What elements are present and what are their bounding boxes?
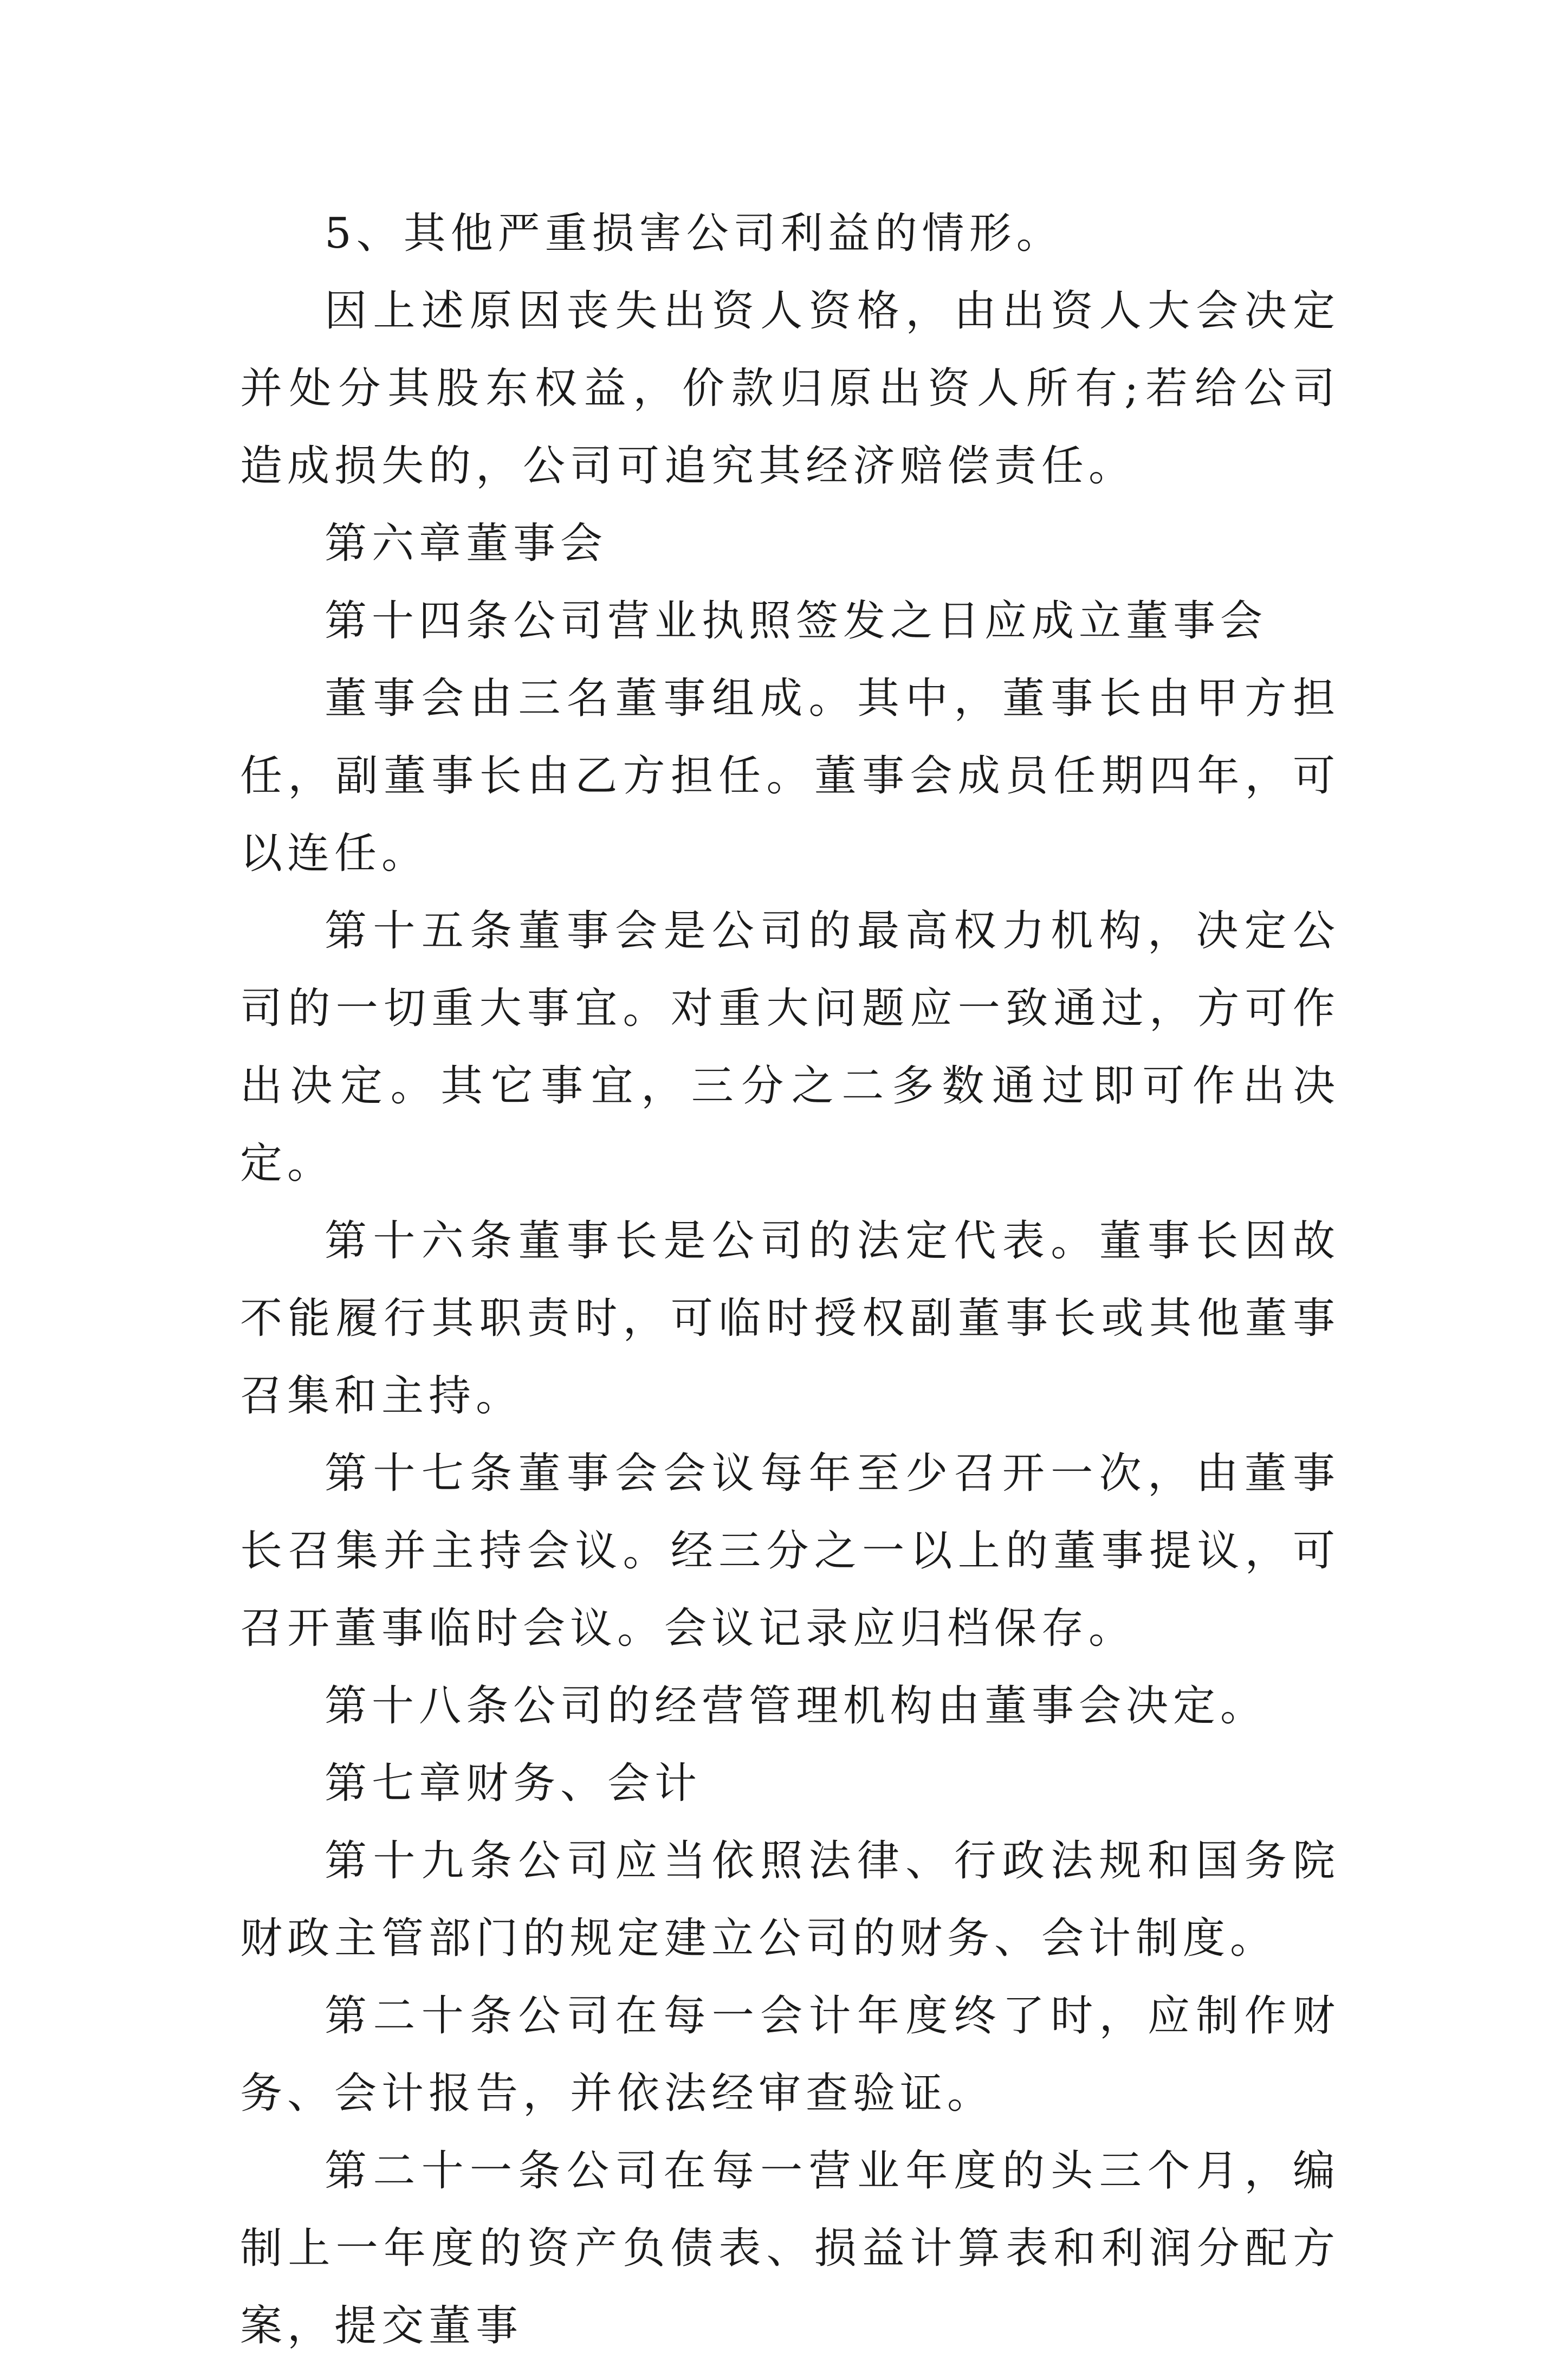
- chapter-heading-6: 第六章董事会: [325, 519, 608, 568]
- article-16: 第十六条董事长是公司的法定代表。董事长因故不能履行其职责时，可临时授权副董事长或其他董事召集和主持。: [240, 1217, 1340, 1420]
- article-17: 第十七条董事会会议每年至少召开一次，由董事长召集并主持会议。经三分之一以上的董事提议，可召开董事临时会议。会议记录应归档保存。: [240, 1449, 1340, 1653]
- document-body: [240, 195, 1340, 2365]
- article-14: 第十四条公司营业执照签发之日应成立董事会: [325, 597, 1268, 645]
- paragraph-item-5: 5、其他严重损害公司利益的情形。: [325, 209, 1064, 258]
- article-15: 第十五条董事会是公司的最高权力机构，决定公司的一切重大事宜。对重大问题应一致通过，方可作出决定。其它事宜，三分之二多数通过即可作出决定。: [240, 907, 1340, 1188]
- chapter-heading-7: 第七章财务、会计: [325, 1759, 702, 1808]
- paragraph-disqualification: 因上述原因丧失出资人资格，由出资人大会决定并处分其股东权益，价款归原出资人所有;若给公司造成损失的，公司可追究其经济赔偿责任。: [240, 287, 1340, 490]
- article-18: 第十八条公司的经营管理机构由董事会决定。: [325, 1682, 1268, 1730]
- paragraph-board-composition: 董事会由三名董事组成。其中，董事长由甲方担任，副董事长由乙方担任。董事会成员任期四年，可以连任。: [240, 674, 1340, 878]
- article-19: 第十九条公司应当依照法律、行政法规和国务院财政主管部门的规定建立公司的财务、会计制度。: [240, 1837, 1340, 1963]
- article-20: 第二十条公司在每一会计年度终了时，应制作财务、会计报告，并依法经审查验证。: [240, 1992, 1340, 2118]
- article-21: 第二十一条公司在每一营业年度的头三个月，编制上一年度的资产负债表、损益计算表和利润分配方案，提交董事: [240, 2147, 1340, 2350]
